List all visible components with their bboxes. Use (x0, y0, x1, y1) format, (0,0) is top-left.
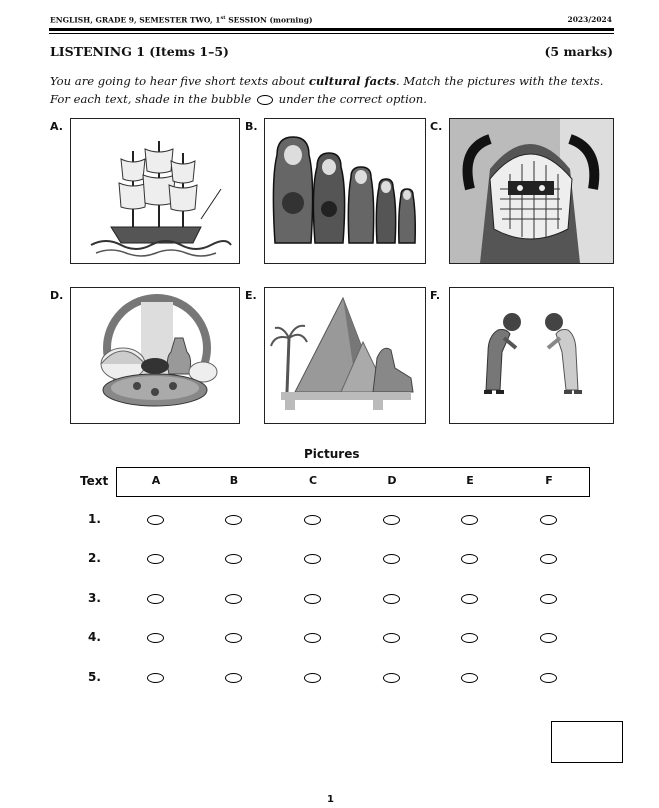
answer-bubble-3-c[interactable] (304, 594, 321, 604)
answer-bubble-1-d[interactable] (383, 515, 400, 525)
answer-bubble-3-b[interactable] (225, 594, 242, 604)
answer-bubble-5-d[interactable] (383, 673, 400, 683)
option-header-c: C (308, 474, 318, 487)
answer-bubble-4-e[interactable] (461, 633, 478, 643)
option-header-f: F (545, 474, 553, 487)
keffiyeh-person-icon (449, 118, 614, 264)
header-year: 2023/2024 (567, 15, 612, 24)
bowing-people-icon (449, 287, 614, 424)
header-course: ENGLISH, GRADE 9, SEMESTER TWO, 1st SESSION (morning) (50, 15, 313, 25)
picture-label-e: E. (245, 289, 257, 302)
option-header-e: E (466, 474, 474, 487)
score-box (551, 721, 623, 763)
answer-bubble-1-c[interactable] (304, 515, 321, 525)
answer-bubble-4-d[interactable] (383, 633, 400, 643)
section-marks: (5 marks) (544, 44, 613, 59)
answer-bubble-2-e[interactable] (461, 554, 478, 564)
row-label-4: 4. (88, 630, 101, 644)
row-label-3: 3. (88, 591, 101, 605)
answer-bubble-5-b[interactable] (225, 673, 242, 683)
matryoshka-dolls-icon (264, 118, 426, 264)
answer-bubble-3-a[interactable] (147, 594, 164, 604)
answer-bubble-2-b[interactable] (225, 554, 242, 564)
answer-bubble-2-f[interactable] (540, 554, 557, 564)
answer-bubble-4-b[interactable] (225, 633, 242, 643)
answer-bubble-4-f[interactable] (540, 633, 557, 643)
picture-label-b: B. (245, 120, 258, 133)
picture-label-a: A. (50, 120, 63, 133)
answer-bubble-2-c[interactable] (304, 554, 321, 564)
answer-bubble-3-f[interactable] (540, 594, 557, 604)
answer-bubble-4-c[interactable] (304, 633, 321, 643)
section-title: LISTENING 1 (Items 1–5) (50, 44, 229, 59)
italian-food-icon (70, 287, 240, 424)
row-label-5: 5. (88, 670, 101, 684)
answer-bubble-2-d[interactable] (383, 554, 400, 564)
answer-bubble-3-e[interactable] (461, 594, 478, 604)
option-header-a: A (151, 474, 161, 487)
sailing-ship-icon (70, 118, 240, 264)
answer-bubble-5-e[interactable] (461, 673, 478, 683)
header-rule-thick (49, 28, 614, 31)
option-header-d: D (387, 474, 397, 487)
option-header-b: B (229, 474, 239, 487)
text-column-header: Text (80, 474, 109, 488)
picture-label-d: D. (50, 289, 64, 302)
picture-label-f: F. (430, 289, 441, 302)
answer-bubble-1-a[interactable] (147, 515, 164, 525)
table-title: Pictures (304, 447, 360, 461)
pyramids-sphinx-icon (264, 287, 426, 424)
page-number: 1 (327, 794, 334, 805)
answer-bubble-1-e[interactable] (461, 515, 478, 525)
answer-bubble-3-d[interactable] (383, 594, 400, 604)
header-rule-thin (49, 33, 614, 34)
row-label-1: 1. (88, 512, 101, 526)
row-label-2: 2. (88, 551, 101, 565)
page-header (50, 15, 612, 27)
answer-bubble-5-c[interactable] (304, 673, 321, 683)
answer-bubble-5-a[interactable] (147, 673, 164, 683)
instructions: You are going to hear five short texts about cultural facts. Match the pictures with the texts. For each text, shade in the bubble under the correct option. (50, 74, 604, 106)
answer-bubble-1-f[interactable] (540, 515, 557, 525)
answer-bubble-1-b[interactable] (225, 515, 242, 525)
answer-bubble-5-f[interactable] (540, 673, 557, 683)
bubble-example-icon (257, 95, 273, 105)
answer-bubble-2-a[interactable] (147, 554, 164, 564)
picture-label-c: C. (430, 120, 443, 133)
answer-bubble-4-a[interactable] (147, 633, 164, 643)
options-header-box (116, 467, 590, 497)
